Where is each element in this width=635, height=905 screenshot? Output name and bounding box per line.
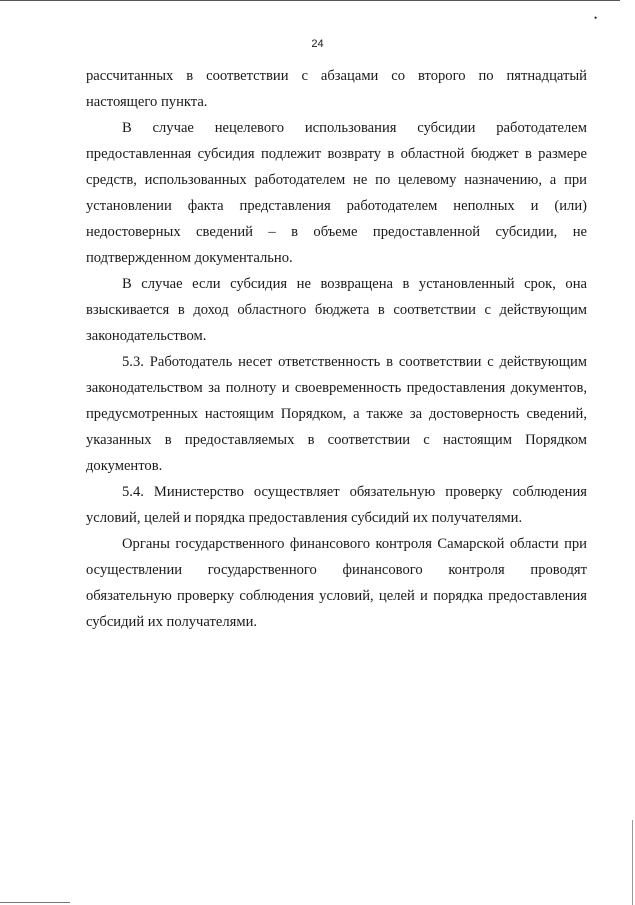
document-body: [86, 63, 587, 635]
paragraph-financial-control: Органы государственного финансового контроля Самарской области при осуществлении государственного финансового контроля проводят обязательную проверку соблюдения условий, целей и порядка предоставления субсидий их получателями.: [86, 536, 587, 630]
scan-top-edge: [0, 0, 620, 1]
paragraph-recovery: В случае если субсидия не возвращена в установленный срок, она взыскивается в доход областного бюджета в соответствии с действующим законодательством.: [86, 276, 587, 344]
scan-bottom-edge: [0, 902, 70, 903]
page-number: 24: [311, 38, 324, 50]
paragraph-5-3: 5.3. Работодатель несет ответственность в соответствии с действующим законодательством за полноту и своевременность предоставления документов, предусмотренных настоящим Порядком, а также за достоверность сведений, указанных в предоставляемых в соответствии с настоящим Порядком документов.: [86, 354, 587, 474]
paragraph-5-4: 5.4. Министерство осуществляет обязательную проверку соблюдения условий, целей и порядка предоставления субсидий их получателями.: [86, 484, 587, 526]
scan-speck: •: [594, 13, 598, 23]
paragraph-misuse-refund: В случае нецелевого использования субсидии работодателем предоставленная субсидия подлежит возврату в областной бюджет в размере средств, использованных работодателем не по целевому назначению, а при установлении факта представления работодателем неполных и (или) недостоверных сведений – в объеме предоставленной субсидии, не подтвержденном документально.: [86, 120, 587, 266]
scan-right-edge: [632, 820, 633, 905]
paragraph-continuation: рассчитанных в соответствии с абзацами со второго по пятнадцатый настоящего пункта.: [86, 68, 587, 110]
